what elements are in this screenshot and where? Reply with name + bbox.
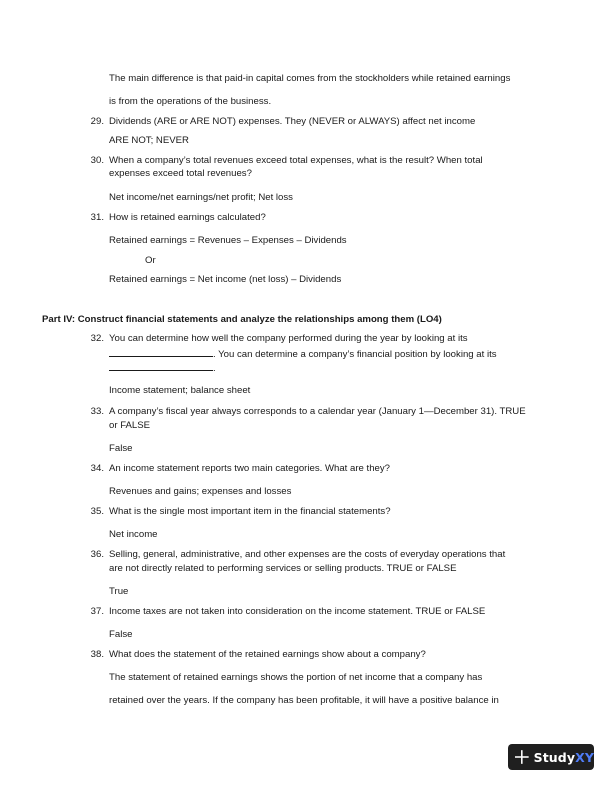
question-text: What does the statement of the retained earnings show about a company? xyxy=(109,649,426,660)
answer-text: False xyxy=(109,443,133,454)
question-text: You can determine how well the company performed during the year by looking at its xyxy=(109,333,468,344)
question-number: 37. xyxy=(90,606,104,617)
answer-text: True xyxy=(109,586,129,597)
question-number: 36. xyxy=(90,549,104,560)
answer-text: Retained earnings = Net income (net loss) – Dividends xyxy=(109,274,342,285)
question-number: 34. xyxy=(90,463,104,474)
question-text: What is the single most important item in the financial statements? xyxy=(109,506,391,517)
answer-text: Net income xyxy=(109,529,158,540)
answer-text: Income statement; balance sheet xyxy=(109,385,251,396)
question-text: When a company’s total revenues exceed total expenses, what is the result? When total xyxy=(109,155,483,166)
answer-text: is from the operations of the business. xyxy=(109,96,272,107)
question-number: 32. xyxy=(90,333,104,344)
question-text-with-blank: . xyxy=(109,361,216,375)
question-text: Dividends (ARE or ARE NOT) expenses. They (NEVER or ALWAYS) affect net income xyxy=(109,116,476,127)
answer-text: False xyxy=(109,629,133,640)
question-number: 30. xyxy=(90,155,104,166)
plus-icon xyxy=(514,749,530,765)
fill-in-blank xyxy=(109,347,213,357)
fill-in-blank xyxy=(109,361,213,371)
question-text: or FALSE xyxy=(109,420,151,431)
question-number: 38. xyxy=(90,649,104,660)
question-number: 29. xyxy=(90,116,104,127)
question-text: A company’s fiscal year always corresponds to a calendar year (January 1—December 31). TRUE xyxy=(109,406,526,417)
question-number: 35. xyxy=(90,506,104,517)
studyxy-logo[interactable] xyxy=(508,744,594,770)
answer-text: ARE NOT; NEVER xyxy=(109,135,189,146)
question-number: 31. xyxy=(90,212,104,223)
section-heading: Part IV: Construct financial statements and analyze the relationships among them (LO4) xyxy=(42,314,442,325)
question-text-with-blank: . You can determine a company’s financial position by looking at its xyxy=(109,347,497,361)
answer-text: Retained earnings = Revenues – Expenses – Dividends xyxy=(109,235,347,246)
answer-text: Or xyxy=(145,255,156,266)
question-text: Selling, general, administrative, and other expenses are the costs of everyday operations that xyxy=(109,549,506,560)
question-text: An income statement reports two main categories. What are they? xyxy=(109,463,391,474)
answer-text: retained over the years. If the company has been profitable, it will have a positive balance in xyxy=(109,695,499,706)
answer-text: The main difference is that paid-in capital comes from the stockholders while retained earnings xyxy=(109,73,511,84)
answer-text: The statement of retained earnings shows the portion of net income that a company has xyxy=(109,672,483,683)
answer-text: Net income/net earnings/net profit; Net loss xyxy=(109,192,293,203)
question-text: expenses exceed total revenues? xyxy=(109,168,252,179)
question-number: 33. xyxy=(90,406,104,417)
answer-text: Revenues and gains; expenses and losses xyxy=(109,486,292,497)
question-text: How is retained earnings calculated? xyxy=(109,212,266,223)
logo-wordmark: StudyXY xyxy=(533,749,594,765)
question-text: are not directly related to performing services or selling products. TRUE or FALSE xyxy=(109,563,457,574)
question-text: Income taxes are not taken into consideration on the income statement. TRUE or FALSE xyxy=(109,606,486,617)
